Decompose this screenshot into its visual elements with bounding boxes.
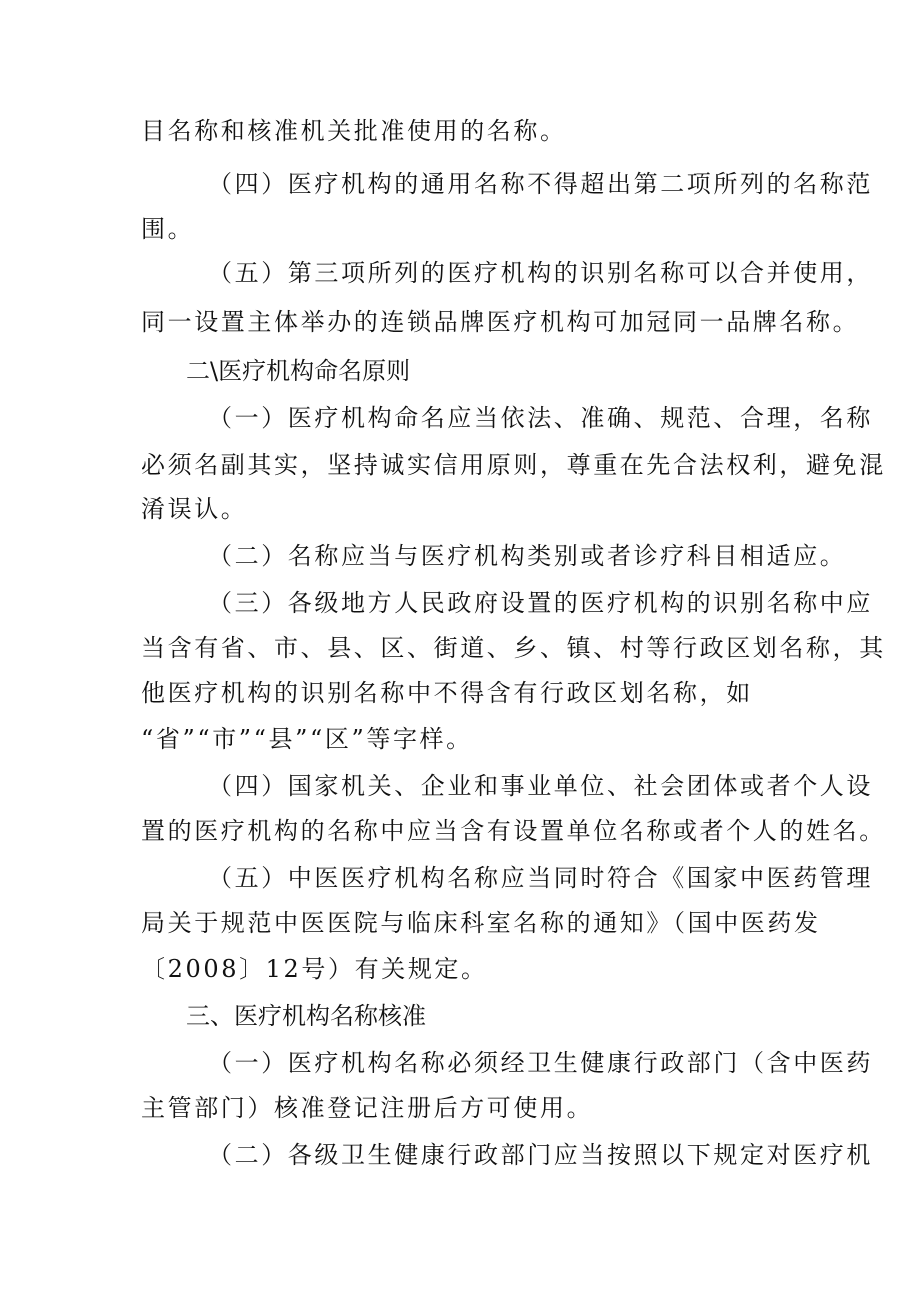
- text-line: 必须名副其实，坚持诚实信用原则，尊重在先合法权利，避免混: [141, 451, 886, 479]
- paragraph-start: （二）名称应当与医疗机构类别或者诊疗科目相适应。: [208, 542, 847, 570]
- text-line: 置的医疗机构的名称中应当含有设置单位名称或者个人的姓名。: [141, 817, 886, 845]
- section-heading: 三、医疗机构名称核准: [186, 1002, 426, 1030]
- text-line: 主管部门）核准登记注册后方可使用。: [141, 1094, 594, 1122]
- paragraph-start: （五）中医医疗机构名称应当同时符合《国家中医药管理: [208, 864, 873, 892]
- paragraph-start: （三）各级地方人民政府设置的医疗机构的识别名称中应: [208, 589, 873, 617]
- paragraph-start: （四）国家机关、企业和事业单位、社会团体或者个人设: [208, 772, 873, 800]
- paragraph-start: （四）医疗机构的通用名称不得超出第二项所列的名称范: [208, 170, 873, 198]
- text-line: 他医疗机构的识别名称中不得含有行政区划名称，如: [141, 679, 753, 707]
- text-line: 淆误认。: [141, 495, 248, 523]
- text-line: “省”“市”“县”“区”等字样。: [141, 725, 473, 753]
- paragraph-start: （一）医疗机构名称必须经卫生健康行政部门（含中医药: [208, 1049, 873, 1077]
- text-line: 目名称和核准机关批准使用的名称。: [141, 117, 567, 145]
- paragraph-start: （二）各级卫生健康行政部门应当按照以下规定对医疗机: [208, 1141, 873, 1169]
- paragraph-start: （一）医疗机构命名应当依法、准确、规范、合理，名称: [208, 404, 873, 432]
- section-heading: 二\医疗机构命名原则: [186, 357, 411, 385]
- text-line: 围。: [141, 215, 195, 243]
- text-line: 局关于规范中医医院与临床科室名称的通知》（国中医药发: [141, 909, 821, 937]
- text-line: 当含有省、市、县、区、街道、乡、镇、村等行政区划名称，其: [141, 634, 886, 662]
- text-line: 〔2008〕12号）有关规定。: [141, 955, 488, 983]
- text-line: 同一设置主体举办的连锁品牌医疗机构可加冠同一品牌名称。: [141, 308, 860, 336]
- paragraph-start: （五）第三项所列的医疗机构的识别名称可以合并使用，: [208, 259, 873, 287]
